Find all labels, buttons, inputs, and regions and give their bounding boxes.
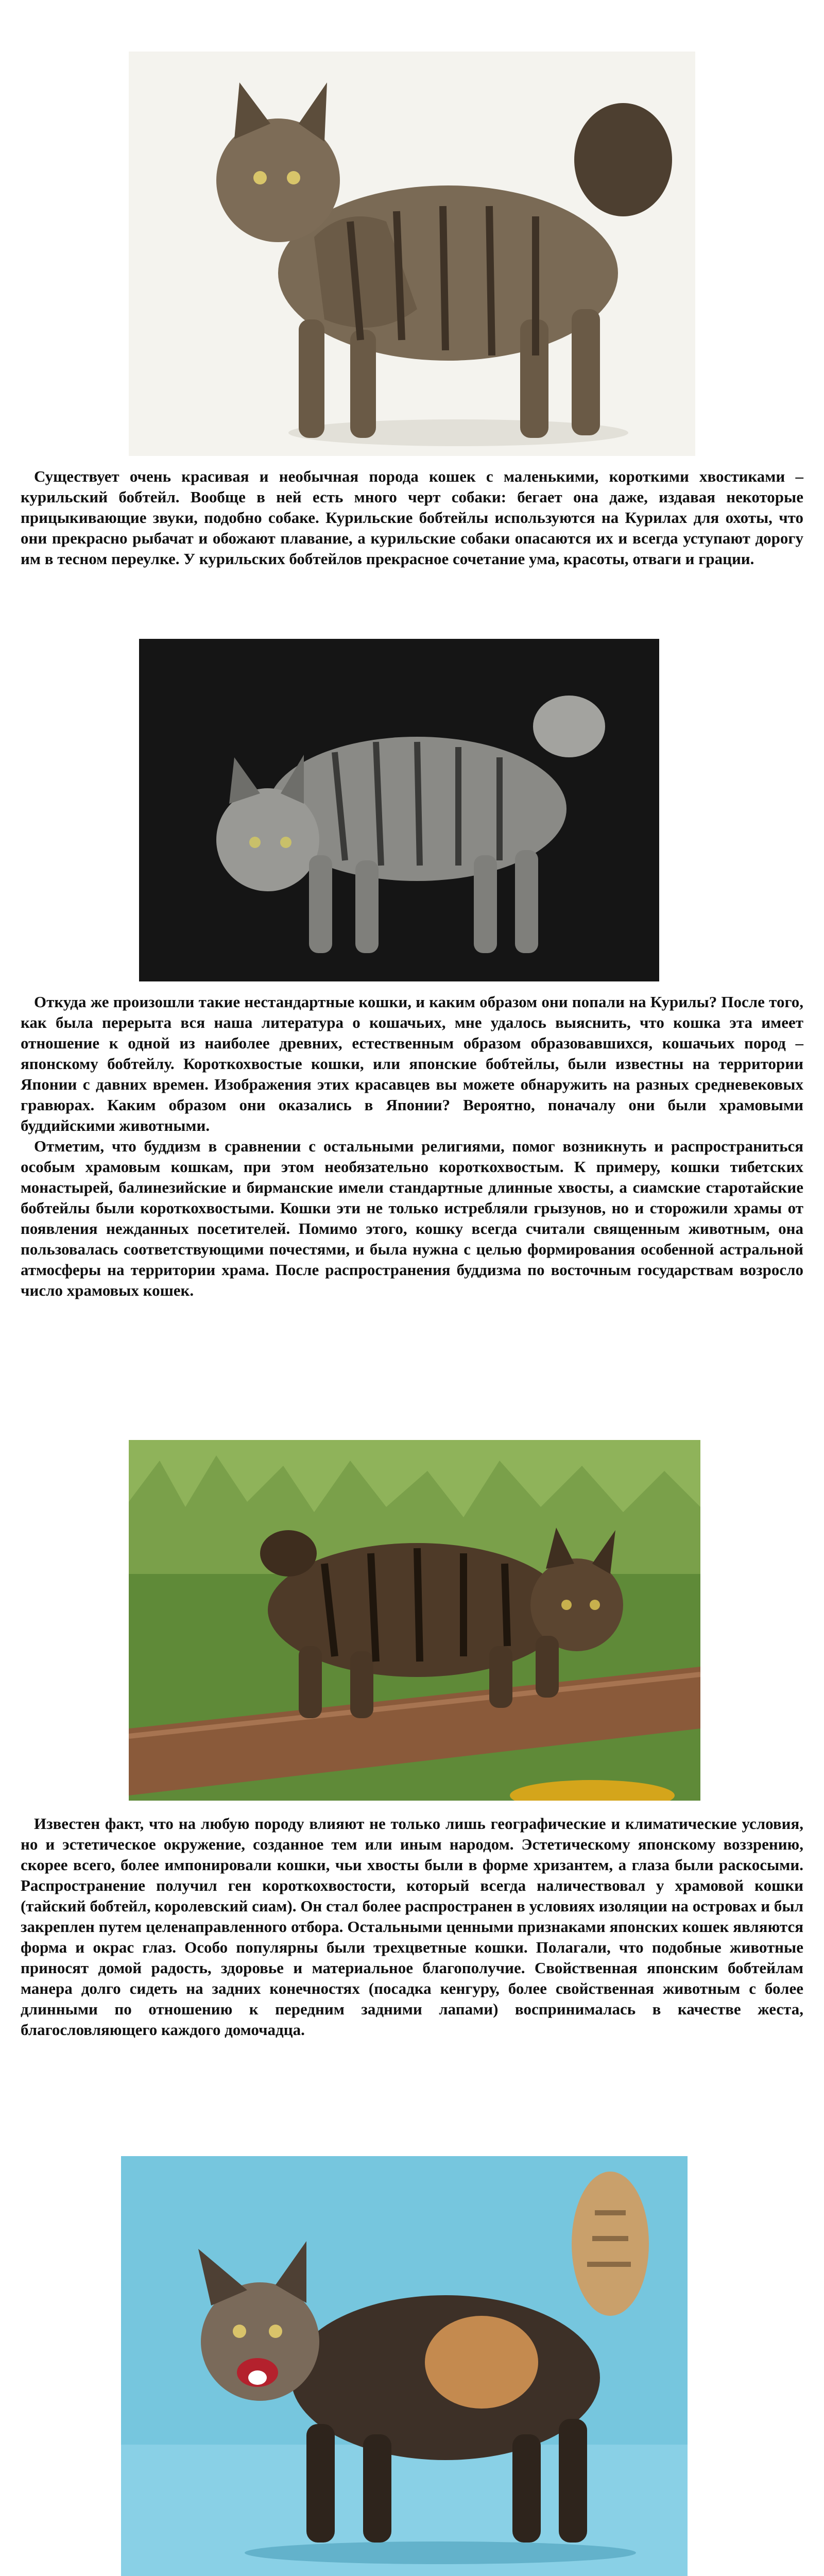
photo-kurilian-bobtail-standing [129,52,695,456]
paragraph-1 [21,466,803,569]
photo-bobtail-on-log [129,1440,700,1801]
paragraph-2-text: Откуда же произошли такие нестандартные кошки, и каким образом они попали на Курилы? После того, как была перерыта вся наша литература о кошачьих, мне удалось выяснить, что кошка эта имеет отношение к одной из наиболее древних, естественным образом образовавшихся, кошачьих пород – японскому бобтейлу. Короткохвостые кошки, или японские бобтейлы, были известны на территории Японии с давних времен. Изображения этих красавцев вы можете обнаружить на разных средневековых гравюрах. Каким образом они оказались в Японии? Вероятно, поначалу они были храмовыми буддийскими животными. [21,993,803,1134]
paragraph-3-text: Отметим, что буддизм в сравнении с остальными религиями, помог возникнуть и распространиться особым храмовым кошкам, при этом необязательно короткохвостым. К примеру, кошки тибетских монастырей, балинезийские и бирманские имели стандартные длинные хвосты, а сиамские старотайские бобтейлы были короткохвостыми. Кошки эти не только истребляли грызунов, но и сторожили храмы от появления нежданных посетителей. Помимо этого, кошку всегда считали священным животным, она пользовалась соответствующими почестями, и была нужна с целью формирования особенной астральной атмосферы на территории храма. После распространения буддизма по восточным государствам возросло число храмовых кошек. [21,1137,803,1299]
paragraph-2-3 [21,992,803,1301]
paragraph-4 [21,1814,803,2040]
photo-hissing-bobtail-blue [121,2156,688,2576]
paragraph-4-text: Известен факт, что на любую породу влияют не только лишь географические и климатические условия, но и эстетическое окружение, созданное тем или иным народом. Эстетическому японскому воззрению, скорее всего, более импонировали кошки, чьи хвосты были в форме хризантем, а глаза были раскосыми. Распространение получил ген короткохвостости, который всегда наличествовал у храмовой кошки (тайский бобтейл, королевский сиам). Он стал более распространен в условиях изоляции на островах и был закреплен путем целенаправленного отбора. Остальными ценными признаками японских кошек являются форма и окрас глаз. Особо популярны были трехцветные кошки. Полагали, что подобные животные приносят домой радость, здоровье и материальное благополучие. Свойственная японским бобтейлам манера долго сидеть на задних конечностях (посадка кенгуру, более свойственная животным с более длинными по отношению к передним задними лапами) воспринималась в качестве жеста, благословляющего каждого домочадца. [21,1815,803,2039]
photo-silver-bobtail-dark [139,639,659,981]
paragraph-1-text: Существует очень красивая и необычная порода кошек с маленькими, короткими хвостиками – курильский бобтейл. Вообще в ней есть много черт собаки: бегает она даже, издавая некоторые прицыкивающие звуки, подобно собаке. Курильские бобтейлы используются на Курилах для охоты, что они прекрасно рыбачат и обожают плавание, а курильские собаки опасаются их и всегда уступают дорогу им в тесном переулке. У курильских бобтейлов прекрасное сочетание ума, красоты, отваги и грации. [21,467,803,568]
